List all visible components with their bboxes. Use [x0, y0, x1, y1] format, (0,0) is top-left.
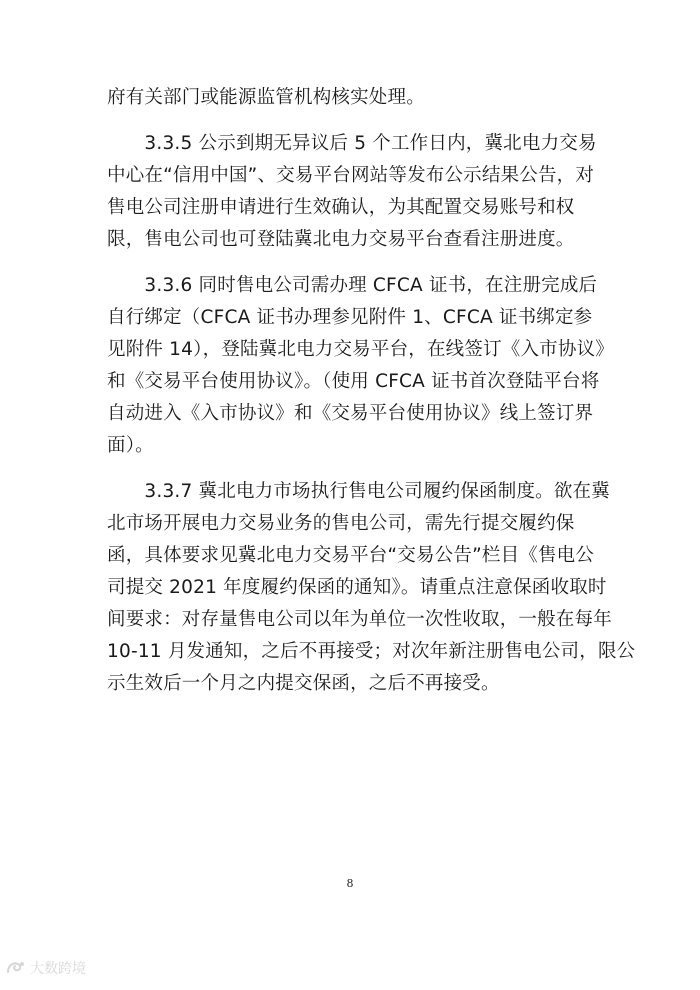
text-line: 示生效后一个月之内提交保函，之后不再接受。: [107, 673, 500, 694]
paragraph-gap: [107, 256, 600, 270]
text-line: 3.3.5 公示到期无异议后 5 个工作日内，冀北电力交易: [107, 133, 597, 154]
watermark: [6, 958, 86, 978]
text-line: 10-11 月发通知，之后不再接受；对次年新注册售电公司，限公: [107, 641, 636, 662]
page-number: 8: [346, 877, 354, 890]
text-line: 自动进入《入市协议》和《交易平台使用协议》线上签订界: [107, 403, 594, 424]
text-line: 间要求：对存量售电公司以年为单位一次性收取，一般在每年: [107, 609, 612, 630]
body-text: [107, 82, 636, 700]
text-line: 3.3.6 同时售电公司需办理 CFCA 证书，在注册完成后: [107, 275, 598, 296]
text-line: 中心在“信用中国”、交易平台网站等发布公示结果公告，对: [107, 165, 595, 186]
text-line: 函，具体要求见冀北电力交易平台“交易公告”栏目《售电公: [107, 545, 595, 566]
text-line: 和《交易平台使用协议》。（使用 CFCA 证书首次登陆平台将: [107, 371, 600, 392]
text-line: 司提交 2021 年度履约保函的通知》。请重点注意保函收取时: [107, 577, 607, 598]
text-line: 面）。: [107, 435, 154, 456]
text-line: 限，售电公司也可登陆冀北电力交易平台查看注册进度。: [107, 229, 575, 250]
text-line: 售电公司注册申请进行生效确认，为其配置交易账号和权: [107, 197, 575, 218]
paragraph-gap: [107, 114, 600, 128]
text-line: 北市场开展电力交易业务的售电公司，需先行提交履约保: [107, 513, 575, 534]
text-line: 自行绑定（CFCA 证书办理参见附件 1、CFCA 证书绑定参: [107, 307, 593, 328]
watermark-text: 大数跨境: [30, 961, 86, 977]
paragraph-gap: [107, 462, 600, 476]
text-line: 3.3.7 冀北电力市场执行售电公司履约保函制度。欲在冀: [107, 481, 610, 502]
brand-logo-icon: [6, 960, 26, 976]
text-line: 见附件 14），登陆冀北电力交易平台，在线签订《入市协议》: [107, 339, 614, 360]
text-line: 府有关部门或能源监管机构核实处理。: [107, 87, 425, 108]
